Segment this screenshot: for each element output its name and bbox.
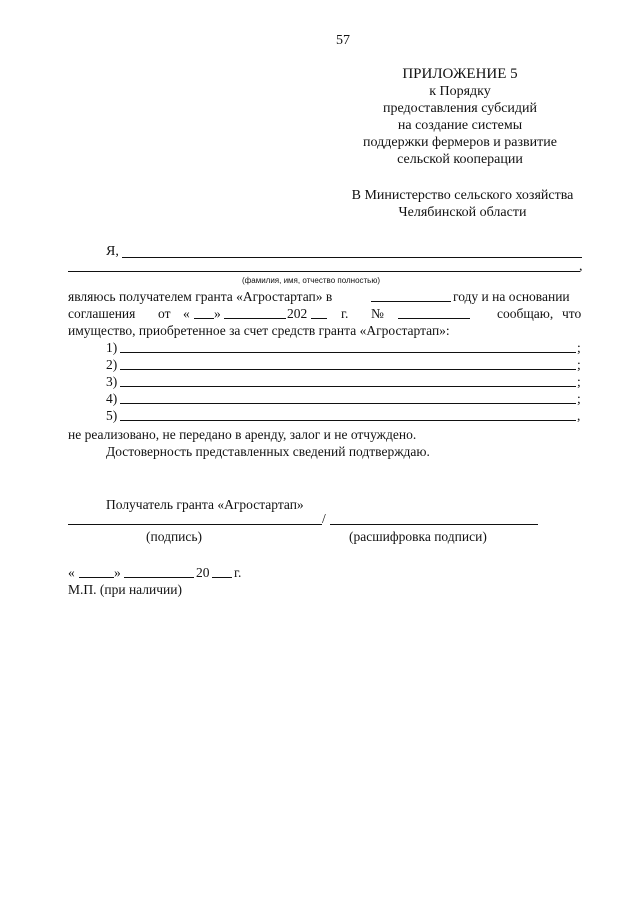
header-line: сельской кооперации xyxy=(397,152,523,167)
month-field[interactable] xyxy=(224,318,286,319)
report-word: сообщаю, xyxy=(497,306,554,321)
signature-decode-field[interactable] xyxy=(330,524,538,525)
list-item-end: ; xyxy=(577,391,581,406)
number-sign: № xyxy=(371,306,384,321)
close-quote: » xyxy=(214,306,221,321)
day-field[interactable] xyxy=(194,318,214,319)
date-year-prefix: 20 xyxy=(196,565,210,580)
i-label: Я, xyxy=(106,244,119,259)
list-item-number: 4) xyxy=(106,391,118,406)
list-item-end: ; xyxy=(577,340,581,355)
list-item-field[interactable] xyxy=(120,403,576,404)
list-item-end: , xyxy=(577,408,581,423)
signature-caption: (подпись) xyxy=(146,529,203,544)
fio-line-1[interactable] xyxy=(122,257,582,258)
confirmation-statement: Достоверность представленных сведений подтверждаю. xyxy=(106,444,430,459)
property-text: имущество, приобретенное за счет средств гранта «Агростартап»: xyxy=(68,323,450,338)
fio-caption: (фамилия, имя, отчество полностью) xyxy=(242,276,381,285)
not-sold-statement: не реализовано, не передано в аренду, залог и не отчуждено. xyxy=(68,427,417,442)
agreement-word: соглашения xyxy=(68,306,136,321)
date-year-suffix: г. xyxy=(234,565,242,580)
list-item-field[interactable] xyxy=(120,352,576,353)
list-item-number: 5) xyxy=(106,408,118,423)
list-item-field[interactable] xyxy=(120,369,576,370)
header-line: поддержки фермеров и развитие xyxy=(363,135,557,150)
open-quote: « xyxy=(183,306,190,321)
signature-slash: / xyxy=(322,511,326,526)
header-block xyxy=(340,65,580,168)
header-line: к Порядку xyxy=(429,84,491,99)
date-day-field[interactable] xyxy=(79,577,114,578)
year-abbr: г. xyxy=(341,306,349,321)
list-item-end: ; xyxy=(577,357,581,372)
list-item-number: 2) xyxy=(106,357,118,372)
list-item-number: 1) xyxy=(106,340,118,355)
addressee xyxy=(330,187,595,221)
date-month-field[interactable] xyxy=(124,577,194,578)
list-item-number: 3) xyxy=(106,374,118,389)
list-item-field[interactable] xyxy=(120,420,576,421)
date-open-quote: « xyxy=(68,565,75,580)
appendix-title: ПРИЛОЖЕНИЕ 5 xyxy=(402,66,518,82)
recipient-text: являюсь получателем гранта «Агростартап» в xyxy=(68,289,333,304)
date-year-field[interactable] xyxy=(212,577,232,578)
year-suffix-field[interactable] xyxy=(311,318,327,319)
agreement-number-field[interactable] xyxy=(398,318,470,319)
list-item-field[interactable] xyxy=(120,386,576,387)
recipient-signature-label: Получатель гранта «Агростартап» xyxy=(106,497,304,512)
page-number: 57 xyxy=(336,33,350,48)
date-close-quote: » xyxy=(114,565,121,580)
addressee-line-2: Челябинской области xyxy=(398,205,527,220)
that-word: что xyxy=(562,306,582,321)
list-item-end: ; xyxy=(577,374,581,389)
addressee-line-1: В Министерство сельского хозяйства xyxy=(351,188,574,203)
year-field[interactable] xyxy=(371,301,451,302)
year-prefix: 202 xyxy=(287,306,308,321)
header-line: предоставления субсидий xyxy=(382,101,538,116)
signature-field[interactable] xyxy=(68,524,322,525)
basis-text: году и на основании xyxy=(453,289,570,304)
stamp-note: М.П. (при наличии) xyxy=(68,582,182,597)
from-word: от xyxy=(158,306,171,321)
fio-comma: , xyxy=(579,259,583,274)
signature-decode-caption: (расшифровка подписи) xyxy=(349,529,487,544)
header-line: на создание системы xyxy=(397,118,523,133)
fio-line-2[interactable] xyxy=(68,271,580,272)
